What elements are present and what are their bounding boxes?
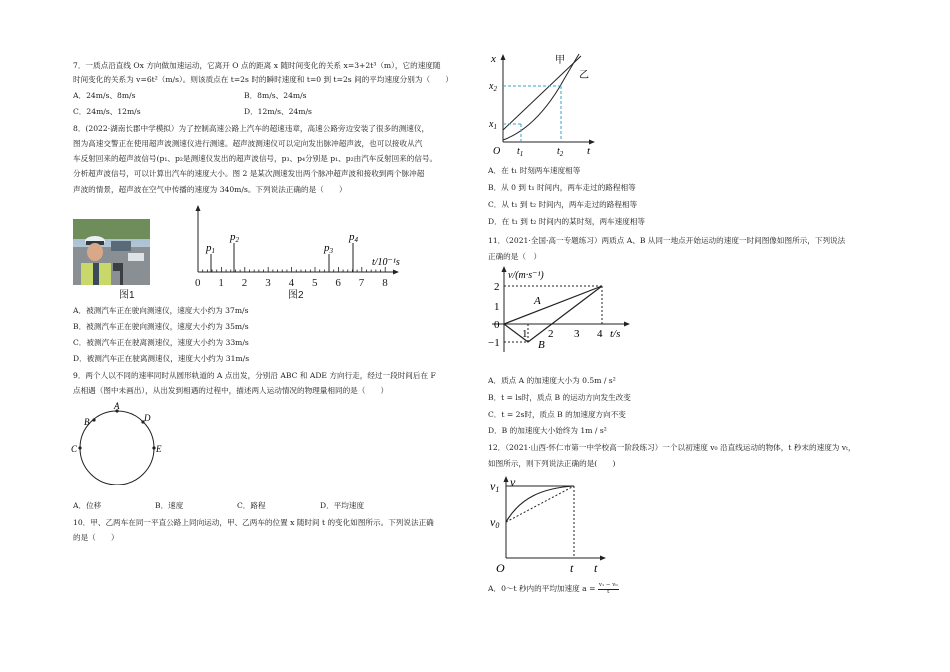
timeline-x-arrow [393, 270, 399, 275]
q10-x-label: x [491, 53, 496, 65]
q11-option-a: A．质点 A 的加速度大小为 0.5m / s² [488, 376, 616, 385]
q11-velocity-time-graph [486, 266, 636, 362]
timeline-tick-labels [195, 277, 388, 289]
q11-option-d: D．B 的加速度大小始终为 1m / s² [488, 426, 607, 435]
q11-x2-label: 2 [548, 328, 554, 340]
q11-y0-label: 0 [494, 319, 500, 331]
timeline-tick-label: 4 [288, 277, 295, 289]
q12-option-a-text: A．0～t 秒内的平均加速度 a = [488, 584, 598, 593]
q11-x3-label: 3 [574, 328, 580, 340]
q11-y2-label: 2 [494, 281, 500, 293]
q11-ym1-label: −1 [488, 337, 500, 349]
timeline-ticks [198, 267, 385, 272]
q10-t2-label: $t_2$ [557, 146, 564, 158]
point-b-label: B [84, 417, 90, 427]
q7-option-b: B．8m/s、24m/s [244, 91, 307, 100]
q7-option-a: A．24m/s、8m/s [73, 91, 136, 100]
q10-line2: 的是（ ） [73, 533, 119, 542]
timeline-y-arrow [196, 205, 201, 211]
figure2-caption: 图2 [288, 290, 304, 301]
q12-origin-label: O [496, 561, 505, 574]
q12-line1: 12．（2021·山西·怀仁市第一中学校高一阶段练习）一个以初速度 v₀ 沿直线运动的物体，t 秒末的速度为 vₜ， [488, 443, 856, 452]
timeline-tick-label: 1 [218, 277, 224, 289]
q12-v1-label: v1 [490, 479, 500, 494]
q11-option-b: B．t = ls时，质点 B 的运动方向发生改变 [488, 393, 631, 402]
q11-v-label: v/(m·s⁻¹) [508, 270, 544, 281]
circular-track-figure [70, 400, 170, 485]
q10-t1-label: $t_1$ [517, 146, 524, 158]
q10-curve-yi [503, 54, 579, 140]
q7-option-d: D．12m/s、24m/s [244, 107, 312, 116]
q10-option-d: D．在 t₁ 到 t₂ 时间内的某时刻，两车速度相等 [488, 217, 646, 226]
q11-x4-label: 4 [597, 328, 603, 340]
speed-camera-photo [73, 219, 150, 285]
q8-line5: 声波的情景，超声波在空气中传播的速度为 340m/s。下列说法正确的是（ ） [73, 185, 347, 194]
timeline-tick-label: 5 [312, 277, 318, 289]
q10-option-a: A．在 t₁ 时刻两车速度相等 [488, 166, 581, 175]
q8-line1: 8．(2022·湖南长郡中学模拟）为了控制高速公路上汽车的超速违章，高速公路旁边安装了很多的测速仪， [73, 124, 430, 133]
q8-line4: 分析超声波信号，可以计算出汽车的速度大小。图 2 是某次测速发出两个脉冲超声波和接收到两个脉冲超 [73, 169, 425, 178]
pulse-timeline-figure [186, 205, 406, 300]
timeline-axis-label: t/10⁻¹s [372, 257, 400, 268]
q11-line2: 正确的是（ ） [488, 252, 542, 261]
q10-option-c: C．从 t₁ 到 t₂ 时间内，两车走过的路程相等 [488, 200, 638, 209]
q10-line-jia [503, 56, 581, 130]
q11-t-label: t/s [610, 328, 621, 340]
q7-line1: 7．一质点沿直线 Ox 方向做加速运动，它离开 O 点的距离 x 随时间变化的关系 x=3+2t³（m），它的速度随 [73, 61, 441, 70]
q12-v-label: v [510, 475, 516, 489]
pulse-p4-label: p4 [349, 231, 358, 244]
q8-line2: 图为高速交警正在使用超声波测速仪进行测速。超声波测速仪可以定向发出脉冲超声波，也可以接收从汽 [73, 139, 423, 148]
q10-line1: 10．甲、乙两车在同一平直公路上同向运动，甲、乙两车的位置 x 随时间 t 的变化如图所示。下列说法正确 [73, 518, 434, 527]
point-e-label: E [156, 444, 162, 454]
q12-option-a [488, 583, 619, 595]
q12-v0-label: v0 [490, 515, 500, 530]
pulse-p3-label: p3 [324, 242, 333, 255]
q10-t-label: t [587, 145, 591, 157]
pulse-p1-label: p1 [206, 242, 215, 255]
q8-option-b: B．被测汽车正在驶向测速仪，速度大小约为 35m/s [73, 322, 249, 331]
timeline-tick-label: 2 [241, 277, 248, 289]
q10-x1-label: $x_1$ [489, 119, 497, 131]
point-d-label: D [144, 413, 151, 423]
q10-x2-label: $x_2$ [489, 81, 497, 93]
timeline-tick-label: 8 [382, 277, 388, 289]
q8-option-c: C．被测汽车正在驶离测速仪，速度大小约为 33m/s [73, 338, 249, 347]
q10-option-b: B．从 0 到 t₁ 时间内，两车走过的路程相等 [488, 183, 636, 192]
q12-fraction [598, 583, 619, 595]
timeline-tick-label: 3 [265, 277, 271, 289]
q11-line1: 11．（2021·全国·高一专题练习）两质点 A、B 从同一地点开始运动的速度一时间图像如图所示，下列说法 [488, 236, 846, 245]
q9-option-a: A．位移 [73, 501, 102, 510]
q10-jia-label: 甲 [555, 55, 565, 66]
point-a-label: A [114, 401, 120, 411]
q12-velocity-time-graph [486, 472, 616, 574]
timeline-tick-label: 0 [195, 277, 201, 289]
q9-line2: 点相遇（图中未画出），从出发到相遇的过程中，描述两人运动情况的物理量相同的是（ ） [73, 386, 389, 395]
q12-t-mark-label: t [570, 561, 574, 574]
q8-option-a: A．被测汽车正在驶向测速仪，速度大小约为 37m/s [73, 306, 249, 315]
q11-a-label: A [534, 295, 541, 307]
q8-line3: 车反射回来的超声波信号(p₁、p₂是测速仪发出的超声波信号，p₃、p₄分别是 p₁、p₂由汽车反射回来的信号。 [73, 154, 438, 163]
figure1-caption: 图1 [119, 290, 135, 301]
q10-position-time-graph [485, 50, 600, 160]
q8-option-d: D．被测汽车正在驶离测速仪，速度大小约为 31m/s [73, 354, 250, 363]
q11-b-label: B [538, 339, 545, 351]
q12-line2: 如图所示，则下列说法正确的是( ) [488, 459, 616, 468]
point-c-label: C [71, 444, 78, 454]
q9-line1: 9．两个人以不同的速率同时从圆形轨道的 A 点出发，分别沿 ABC 和 ADE 方向行走，经过一段时间后在 F [73, 371, 436, 380]
timeline-tick-label: 6 [335, 277, 341, 289]
q11-x1-label: 1 [522, 328, 528, 340]
pulse-p2-label: p2 [230, 231, 239, 244]
q9-option-c: C．路程 [237, 501, 266, 510]
q11-option-c: C．t = 2s时，质点 B 的加速度方向不变 [488, 410, 626, 419]
q9-option-d: D．平均速度 [320, 501, 365, 510]
q11-y1-label: 1 [494, 301, 500, 313]
q12-fraction-denominator: t [607, 588, 610, 595]
q7-line2: 时间变化的关系为 v=6t²（m/s）。则该质点在 t=2s 时的瞬时速度和 t=0 到 t=2s 间的平均速度分别为（ ） [73, 75, 453, 84]
q7-option-c: C．24m/s、12m/s [73, 107, 141, 116]
q10-origin-label: O [493, 146, 501, 157]
q10-yi-label: 乙 [579, 70, 589, 81]
timeline-tick-label: 7 [358, 277, 365, 289]
q12-t-axis-label: t [594, 561, 598, 574]
q11-line-a [504, 286, 602, 324]
q9-option-b: B．速度 [155, 501, 184, 510]
q12-fraction-numerator: v₁ − v₀ [598, 582, 618, 588]
